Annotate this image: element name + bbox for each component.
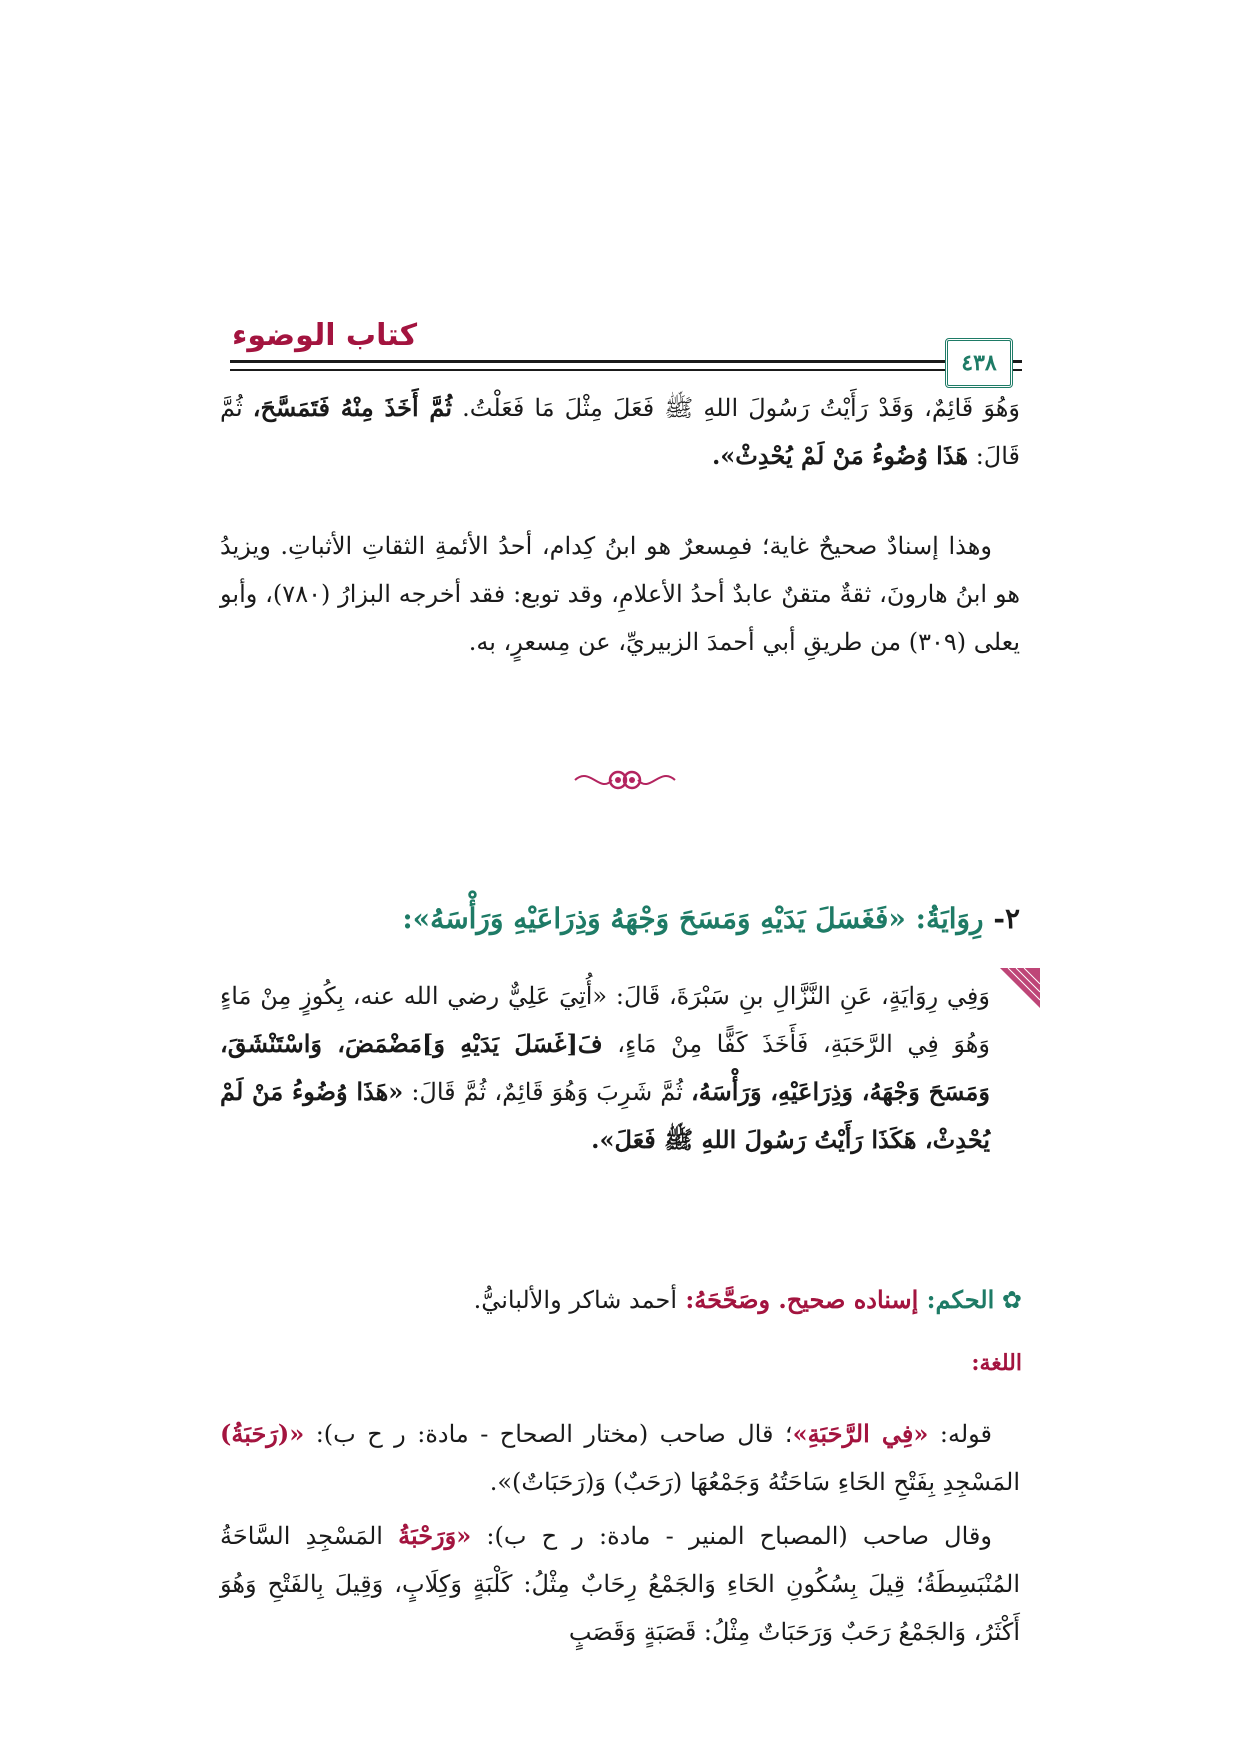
isnad-commentary-paragraph [220, 522, 1020, 666]
continuation-bold-2: هَذَا وُضُوءُ مَنْ لَمْ يُحْدِثْ». [711, 441, 969, 470]
running-header-title: كتاب الوضوء [232, 318, 418, 353]
lang2-rest: المَسْجِدِ السَّاحَةُ المُنْبَسِطَةُ؛ قِيلَ بِسُكُونِ الحَاءِ وَالجَمْعُ رِحَابٌ مِثْلُ: كَلْبَةٍ وَكِلَابٍ، وَقِيلَ بِالفَتْحِ وَهُوَ أَكْثَرُ، وَالجَمْعُ رَحَبٌ وَرَحَبَاتٌ مِثْلُ: قَصَبَةٍ وَقَصَبٍ [220, 1522, 1020, 1646]
ruling-value: إسناده صحيح. [770, 1285, 919, 1314]
continuation-text: وَهُوَ قَائِمٌ، وَقَدْ رَأَيْتُ رَسُولَ اللهِ ﷺ فَعَلَ مِثْلَ مَا فَعَلْتُ. [452, 394, 1020, 422]
ruling-authorities: أحمد شاكر والألبانيُّ. [473, 1286, 678, 1314]
section-heading-text: رِوَايَةُ: «فَغَسَلَ يَدَيْهِ وَمَسَحَ وَجْهَهُ وَذِرَاعَيْهِ وَرَأْسَهُ»: [402, 902, 984, 935]
lang1-term: «فِي الرَّحَبَةِ» [792, 1419, 929, 1448]
hadith-paragraph [220, 972, 990, 1164]
lang2-prefix: وقال صاحب (المصباح المنير - مادة: ر ح ب): [471, 1522, 992, 1550]
language-paragraph-2 [220, 1512, 1020, 1656]
continuation-text-2: ثُمَّ قَالَ: [220, 394, 1020, 470]
lang1-prefix: قوله: [928, 1420, 993, 1448]
language-section-label: اللغة: [971, 1350, 1022, 1376]
ruling-flower-icon: ✿ [994, 1286, 1022, 1314]
continuation-paragraph [220, 384, 1020, 480]
lang1-rest: ؛ قال صاحب (مختار الصحاح - مادة: ر ح ب): [304, 1420, 793, 1448]
ruling-label: الحكم: [918, 1285, 995, 1314]
section-heading [402, 902, 1020, 935]
language-paragraph-1 [220, 1410, 1020, 1506]
hadith-bold-1: فَ[غَسَلَ يَدَيْهِ وَ]مَضْمَضَ، وَاسْتَنْشَقَ، وَمَسَحَ وَجْهَهُ، وَذِرَاعَيْهِ، وَرَأْسَهُ، [220, 1029, 990, 1106]
isnad-commentary-text: وهذا إسنادٌ صحيحٌ غاية؛ فمِسعرٌ هو ابنُ كِدام، أحدُ الأئمةِ الثقاتِ الأثباتِ. ويزيدُ هو ابنُ هارونَ، ثقةٌ متقنٌ عابدٌ أحدُ الأعلامِ، وقد توبع: فقد أخرجه البزارُ (٧٨٠)، وأبو يعلى (٣٠٩) من طريقِ أبي أحمدَ الزبيريِّ، عن مِسعرٍ، به. [220, 532, 1020, 656]
lang1-quote-term: «(رَحَبَةُ) [220, 1419, 305, 1448]
page-number: ٤٣٨ [961, 350, 997, 376]
hadith-bold-2: «هَذَا وُضُوءُ مَنْ لَمْ يُحْدِثْ، هَكَذَا رَأَيْتُ رَسُولَ اللهِ ﷺ فَعَلَ». [220, 1077, 990, 1154]
header-rule-thick [230, 360, 1022, 363]
ruling-label-2: وصَحَّحَهُ: [677, 1285, 771, 1314]
section-divider-ornament [570, 760, 680, 800]
section-number: ٢- [983, 902, 1020, 935]
hadith-text-2: ثُمَّ شَرِبَ وَهُوَ قَائِمٌ، ثُمَّ قَالَ: [403, 1078, 691, 1106]
corner-ornament [1000, 968, 1040, 1008]
ruling-line [474, 1285, 1022, 1314]
continuation-bold: ثُمَّ أَخَذَ مِنْهُ فَتَمَسَّحَ، [252, 393, 453, 422]
hadith-text-1: وَفِي رِوَايَةٍ، عَنِ النَّزَّالِ بنِ سَبْرَةَ، قَالَ: «أُتِيَ عَلِيٌّ رضي الله عنه، بِكُوزٍ مِنْ مَاءٍ وَهُوَ فِي الرَّحَبَةِ، فَأَخَذَ كَفًّا مِنْ مَاءٍ، [220, 982, 990, 1058]
lang1-quote: المَسْجِدِ بِفَتْحِ الحَاءِ سَاحَتُهُ وَجَمْعُهَا (رَحَبٌ) وَ(رَحَبَاتٌ)». [489, 1468, 1020, 1496]
lang2-term: «وَرَحْبَةُ [398, 1521, 472, 1550]
page-number-box [945, 338, 1013, 388]
header-rule-thin [230, 369, 1022, 371]
